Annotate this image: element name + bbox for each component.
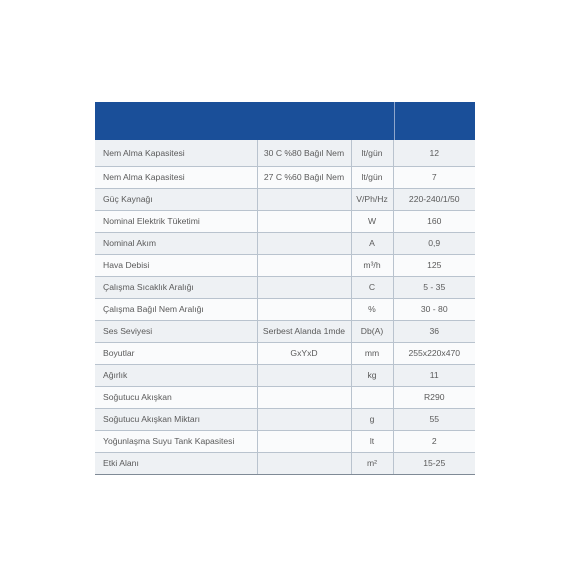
table-row — [95, 210, 475, 232]
spec-property: Nominal Elektrik Tüketimi — [95, 210, 257, 232]
table-row — [95, 276, 475, 298]
spec-property: Çalışma Sıcaklık Aralığı — [95, 276, 257, 298]
spec-unit: m³/h — [351, 254, 393, 276]
spec-property: Hava Debisi — [95, 254, 257, 276]
spec-value: 5 - 35 — [393, 276, 475, 298]
spec-property: Etki Alanı — [95, 452, 257, 474]
table-row — [95, 408, 475, 430]
header-band-value-column — [394, 102, 475, 140]
spec-unit: kg — [351, 364, 393, 386]
table-header-band — [95, 102, 475, 140]
spec-property: Boyutlar — [95, 342, 257, 364]
spec-value: 2 — [393, 430, 475, 452]
table-row — [95, 452, 475, 474]
spec-unit: % — [351, 298, 393, 320]
spec-table — [95, 140, 475, 475]
spec-value: 11 — [393, 364, 475, 386]
table-row — [95, 254, 475, 276]
spec-condition — [257, 298, 351, 320]
spec-condition — [257, 210, 351, 232]
spec-property: Nem Alma Kapasitesi — [95, 140, 257, 166]
spec-property: Ses Seviyesi — [95, 320, 257, 342]
spec-unit: A — [351, 232, 393, 254]
spec-condition — [257, 408, 351, 430]
spec-condition — [257, 232, 351, 254]
table-row — [95, 166, 475, 188]
spec-property: Soğutucu Akışkan Miktarı — [95, 408, 257, 430]
spec-condition — [257, 188, 351, 210]
spec-value: 55 — [393, 408, 475, 430]
spec-value: 15-25 — [393, 452, 475, 474]
spec-unit: g — [351, 408, 393, 430]
spec-property: Çalışma Bağıl Nem Aralığı — [95, 298, 257, 320]
spec-table-body — [95, 140, 475, 474]
table-row — [95, 188, 475, 210]
spec-unit: W — [351, 210, 393, 232]
spec-condition: 30 C %80 Bağıl Nem — [257, 140, 351, 166]
spec-value: R290 — [393, 386, 475, 408]
spec-unit — [351, 386, 393, 408]
spec-value: 30 - 80 — [393, 298, 475, 320]
table-row — [95, 430, 475, 452]
spec-condition — [257, 452, 351, 474]
table-row — [95, 298, 475, 320]
spec-value: 36 — [393, 320, 475, 342]
table-row — [95, 386, 475, 408]
spec-unit: C — [351, 276, 393, 298]
spec-unit: Db(A) — [351, 320, 393, 342]
header-band-main — [95, 102, 394, 140]
spec-condition: Serbest Alanda 1mde — [257, 320, 351, 342]
spec-value: 12 — [393, 140, 475, 166]
table-row — [95, 364, 475, 386]
spec-property: Nem Alma Kapasitesi — [95, 166, 257, 188]
spec-property: Soğutucu Akışkan — [95, 386, 257, 408]
spec-condition: GxYxD — [257, 342, 351, 364]
spec-value: 7 — [393, 166, 475, 188]
spec-condition — [257, 276, 351, 298]
spec-property: Ağırlık — [95, 364, 257, 386]
spec-value: 160 — [393, 210, 475, 232]
spec-sheet — [95, 102, 475, 475]
table-row — [95, 140, 475, 166]
spec-unit: mm — [351, 342, 393, 364]
spec-unit: lt — [351, 430, 393, 452]
spec-value: 255x220x470 — [393, 342, 475, 364]
spec-value: 220-240/1/50 — [393, 188, 475, 210]
spec-unit: lt/gün — [351, 166, 393, 188]
spec-unit: V/Ph/Hz — [351, 188, 393, 210]
spec-value: 125 — [393, 254, 475, 276]
spec-property: Yoğunlaşma Suyu Tank Kapasitesi — [95, 430, 257, 452]
spec-property: Nominal Akım — [95, 232, 257, 254]
spec-condition — [257, 254, 351, 276]
table-row — [95, 232, 475, 254]
spec-condition — [257, 364, 351, 386]
spec-condition: 27 C %60 Bağıl Nem — [257, 166, 351, 188]
table-row — [95, 342, 475, 364]
spec-condition — [257, 386, 351, 408]
spec-unit: lt/gün — [351, 140, 393, 166]
spec-property: Güç Kaynağı — [95, 188, 257, 210]
spec-unit: m² — [351, 452, 393, 474]
spec-condition — [257, 430, 351, 452]
table-row — [95, 320, 475, 342]
spec-value: 0,9 — [393, 232, 475, 254]
